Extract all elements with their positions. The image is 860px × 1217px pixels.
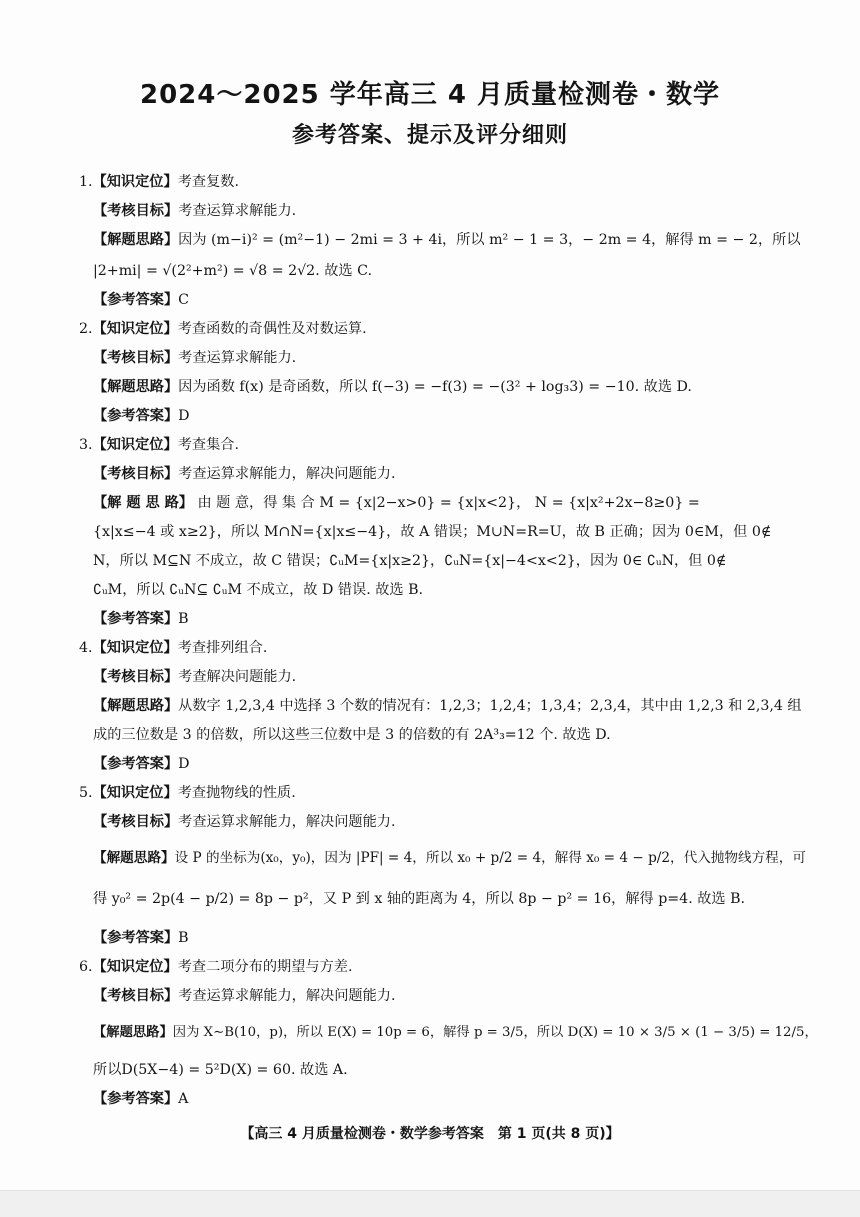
q6-goal: 【考核目标】考查运算求解能力，解决问题能力. xyxy=(93,988,396,1004)
q5-solution-cont: 得 y₀² = 2p(4 − p/2) = 8p − p²，又 P 到 x 轴的距离为 4，所以 8p − p² = 16，解得 p=4. 故选 B. xyxy=(93,891,746,907)
q1-answer: 【参考答案】C xyxy=(93,292,189,308)
page-footer: 【高三 4 月质量检测卷・数学参考答案 第 1 页(共 8 页)】 xyxy=(240,1126,620,1142)
q2-solution: 【解题思路】因为函数 f(x) 是奇函数，所以 f(−3) = −f(3) = −(3² + log₃3) = −10. 故选 D. xyxy=(93,379,692,395)
q4-goal: 【考核目标】考查解决问题能力. xyxy=(93,669,297,685)
q2-answer: 【参考答案】D xyxy=(93,408,190,424)
q6-solution-cont: 所以D(5X−4) = 5²D(X) = 60. 故选 A. xyxy=(93,1062,348,1078)
q4-answer: 【参考答案】D xyxy=(93,756,190,772)
q3-goal: 【考核目标】考查运算求解能力，解决问题能力. xyxy=(93,466,396,482)
bottom-strip xyxy=(0,1190,860,1217)
q1-knowledge: 1.【知识定位】考查复数. xyxy=(79,174,239,190)
q3-solution-cont-1: {x|x≤−4 或 x≥2}，所以 M∩N={x|x≤−4}，故 A 错误；M∪N=R=U，故 B 正确；因为 0∈M，但 0∉ xyxy=(93,524,772,540)
q2-goal: 【考核目标】考查运算求解能力. xyxy=(93,350,297,366)
q3-solution: 【解 题 思 路】 由 题 意，得 集 合 M = {x|2−x>0} = {x|x<2}， N = {x|x²+2x−8≥0} = xyxy=(93,495,700,511)
q3-solution-cont-2: N，所以 M⊆N 不成立，故 C 错误；∁ᵤM={x|x≥2}，∁ᵤN={x|−4<x<2}，因为 0∈ ∁ᵤN，但 0∉ xyxy=(93,553,727,569)
q6-solution: 【解题思路】因为 X∼B(10，p)，所以 E(X) = 10p = 6，解得 p = 3/5，所以 D(X) = 10 × 3/5 × (1 − 3/5) = 12/5， xyxy=(93,1025,818,1040)
q3-knowledge: 3.【知识定位】考查集合. xyxy=(79,437,239,453)
page-title: 2024～2025 学年高三 4 月质量检测卷・数学 xyxy=(140,80,720,110)
q3-answer: 【参考答案】B xyxy=(93,611,189,627)
q4-solution: 【解题思路】从数字 1,2,3,4 中选择 3 个数的情况有：1,2,3；1,2,4；1,3,4；2,3,4，其中由 1,2,3 和 2,3,4 组 xyxy=(93,698,802,714)
q6-answer: 【参考答案】A xyxy=(93,1091,189,1107)
q1-goal: 【考核目标】考查运算求解能力. xyxy=(93,203,297,219)
q4-solution-cont: 成的三位数是 3 的倍数，所以这些三位数中是 3 的倍数的有 2A³₃=12 个. 故选 D. xyxy=(93,727,611,743)
q5-answer: 【参考答案】B xyxy=(93,930,189,946)
q5-goal: 【考核目标】考查运算求解能力，解决问题能力. xyxy=(93,814,396,830)
q4-knowledge: 4.【知识定位】考查排列组合. xyxy=(79,640,268,656)
page-subtitle: 参考答案、提示及评分细则 xyxy=(291,123,568,148)
q2-knowledge: 2.【知识定位】考查函数的奇偶性及对数运算. xyxy=(79,321,367,337)
q5-knowledge: 5.【知识定位】考查抛物线的性质. xyxy=(79,785,296,801)
q6-knowledge: 6.【知识定位】考查二项分布的期望与方差. xyxy=(79,959,353,975)
q5-solution: 【解题思路】设 P 的坐标为(x₀，y₀)，因为 |PF| = 4，所以 x₀ + p/2 = 4，解得 x₀ = 4 − p/2，代入抛物线方程，可 xyxy=(93,850,806,866)
q3-solution-cont-3: ∁ᵤM，所以 ∁ᵤN⊆ ∁ᵤM 不成立，故 D 错误. 故选 B. xyxy=(93,582,424,598)
q1-solution: 【解题思路】因为 (m−i)² = (m²−1) − 2mi = 3 + 4i，所以 m² − 1 = 3，− 2m = 4，解得 m = − 2，所以 xyxy=(93,232,801,248)
q1-solution-cont: |2+mi| = √(2²+m²) = √8 = 2√2. 故选 C. xyxy=(93,263,372,279)
